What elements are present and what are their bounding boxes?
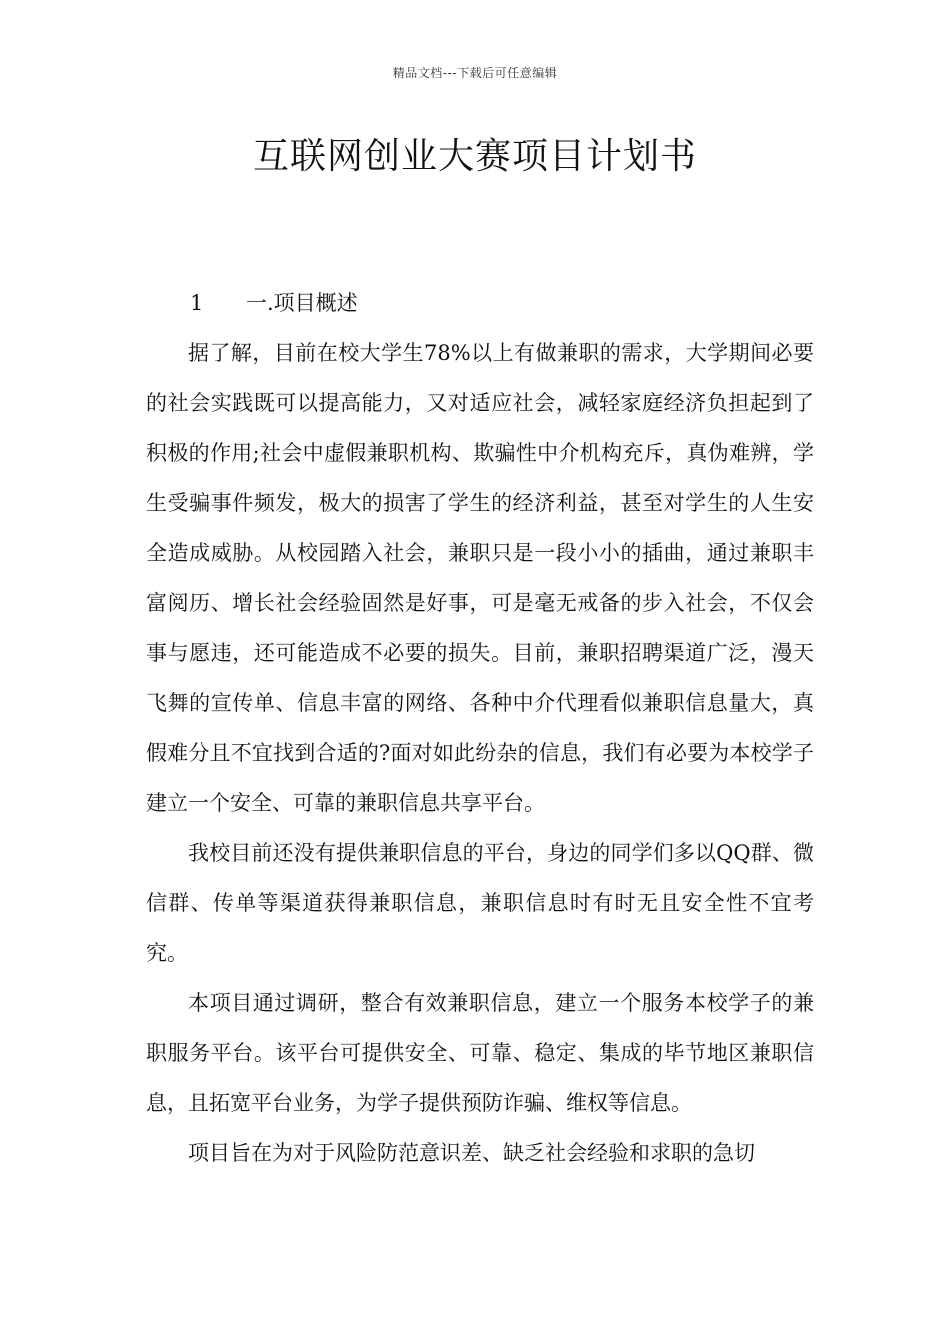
section-heading xyxy=(146,278,814,328)
section-number: 1 xyxy=(190,291,204,315)
page-header: 精品文档---下载后可任意编辑 xyxy=(392,66,558,80)
paragraph: 我校目前还没有提供兼职信息的平台，身边的同学们多以QQ群、微信群、传单等渠道获得兼职信息，兼职信息时有时无且安全性不宜考究。 xyxy=(146,841,814,965)
document-body xyxy=(146,278,814,1178)
paragraph: 本项目通过调研，整合有效兼职信息，建立一个服务本校学子的兼职服务平台。该平台可提供安全、可靠、稳定、集成的毕节地区兼职信息，且拓宽平台业务，为学子提供预防诈骗、维权等信息。 xyxy=(146,991,814,1115)
document-title: 互联网创业大赛项目计划书 xyxy=(252,136,697,177)
section-title: 一.项目概述 xyxy=(246,291,358,315)
paragraph: 项目旨在为对于风险防范意识差、缺乏社会经验和求职的急切 xyxy=(188,1141,755,1165)
paragraph: 据了解，目前在校大学生78%以上有做兼职的需求，大学期间必要的社会实践既可以提高能力，又对适应社会，减轻家庭经济负担起到了积极的作用;社会中虚假兼职机构、欺骗性中介机构充斥，真伪难辨，学生受骗事件频发，极大的损害了学生的经济利益，甚至对学生的人生安全造成威胁。从校园踏入社会，兼职只是一段小小的插曲，通过兼职丰富阅历、增长社会经验固然是好事，可是毫无戒备的步入社会，不仅会事与愿违，还可能造成不必要的损失。目前，兼职招聘渠道广泛，漫天飞舞的宣传单、信息丰富的网络、各种中介代理看似兼职信息量大，真假难分且不宜找到合适的?面对如此纷杂的信息，我们有必要为本校学子建立一个安全、可靠的兼职信息共享平台。 xyxy=(146,341,814,815)
